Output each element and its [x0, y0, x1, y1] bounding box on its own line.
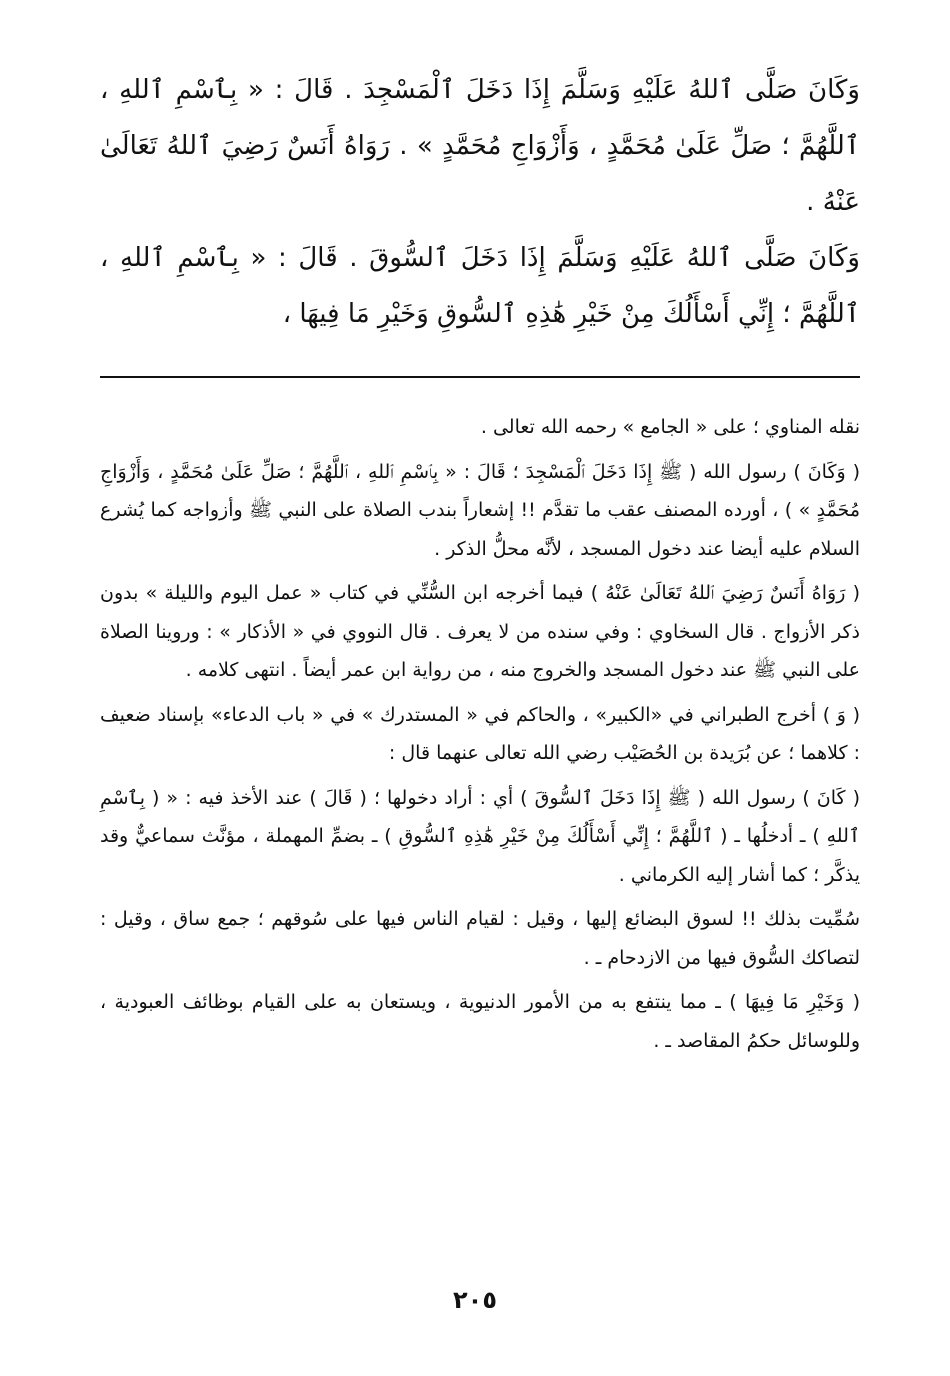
main-paragraph-2: وَكَانَ صَلَّى ٱللهُ عَلَيْهِ وَسَلَّمَ إِذَا دَخَلَ ٱلسُّوقَ . قَالَ : « بِٱسْمِ ٱللهِ ، ٱللَّهُمَّ ؛ إِنِّي أَسْأَلُكَ مِنْ خَيْرِ هَٰذِهِ ٱلسُّوقِ وَخَيْرِ مَا فِيهَا ،	[100, 243, 860, 329]
commentary-paragraph-3: ( رَوَاهُ أَنَسٌ رَضِيَ ٱللهُ تَعَالَىٰ عَنْهُ ) فيما أخرجه ابن السُّنِّي في كتاب « عمل اليوم والليلة » بدون ذكر الأزواج . قال السخاوي : وفي سنده من لا يعرف . قال النووي في « الأذكار » : وروينا الصلاة على النبي ﷺ عند دخول المسجد والخروج منه ، من رواية ابن عمر أيضاً . انتهى كلامه .	[100, 582, 860, 681]
commentary-block	[100, 408, 860, 1066]
commentary-paragraph-7: ( وَخَيْرِ مَا فِيهَا ) ـ مما ينتفع به من الأمور الدنيوية ، ويستعان به على القيام بوظائف العبودية ، وللوسائل حكمُ المقاصد ـ .	[100, 991, 860, 1052]
commentary-paragraph-4: ( وَ ) أخرج الطبراني في «الكبير» ، والحاكم في « المستدرك » في « باب الدعاء» بإسناد ضعيف : كلاهما ؛ عن بُرَيدة بن الحُصَيْب رضي الله تعالى عنهما قال :	[100, 703, 860, 764]
footnote-divider	[100, 376, 860, 378]
commentary-paragraph-6: سُمِّيت بذلك !! لسوق البضائع إليها ، وقيل : لقيام الناس فيها على سُوقهم ؛ جمع ساق ، وقيل : لتصاكك السُّوق فيها من الازدحام ـ .	[100, 908, 860, 969]
commentary-paragraph-2: ( وَكَانَ ) رسول الله ( ﷺ إِذَا دَخَلَ ٱلْمَسْجِدَ ؛ قَالَ : « بِٱسْمِ ٱللهِ ، ٱللَّهُمَّ ؛ صَلِّ عَلَىٰ مُحَمَّدٍ ، وَأَزْوَاجِ مُحَمَّدٍ » ) ، أورده المصنف عقب ما تقدَّم !! إشعاراً بندب الصلاة على النبي ﷺ وأزواجه كما يُشرع السلام عليه أيضا عند دخول المسجد ، لأنَّه محلُّ الذكر .	[100, 460, 860, 560]
main-paragraph-1: وَكَانَ صَلَّى ٱللهُ عَلَيْهِ وَسَلَّمَ إِذَا دَخَلَ ٱلْمَسْجِدَ . قَالَ : « بِٱسْمِ ٱللهِ ، ٱللَّهُمَّ ؛ صَلِّ عَلَىٰ مُحَمَّدٍ ، وَأَزْوَاجِ مُحَمَّدٍ » . رَوَاهُ أَنَسٌ رَضِيَ ٱللهُ تَعَالَىٰ عَنْهُ .	[100, 75, 860, 217]
commentary-paragraph-1: نقله المناوي ؛ على « الجامع » رحمه الله تعالى .	[480, 416, 860, 438]
main-text-block	[100, 62, 860, 342]
commentary-paragraph-5: ( كَانَ ) رسول الله ( ﷺ إِذَا دَخَلَ ٱلسُّوقَ ) أي : أراد دخولها ؛ ( قَالَ ) عند الأخذ فيه : « ( بِٱسْمِ ٱللهِ ) ـ أدخلُها ـ ( ٱللَّهُمَّ ؛ إِنِّي أَسْأَلُكَ مِنْ خَيْرِ هَٰذِهِ ٱلسُّوقِ ) ـ بضمِّ المهملة ، مؤنَّث سماعيٌّ وقد يذكَّر ؛ كما أشار إليه الكرماني .	[100, 786, 860, 886]
page-number: ٢٠٥	[453, 1286, 497, 1314]
